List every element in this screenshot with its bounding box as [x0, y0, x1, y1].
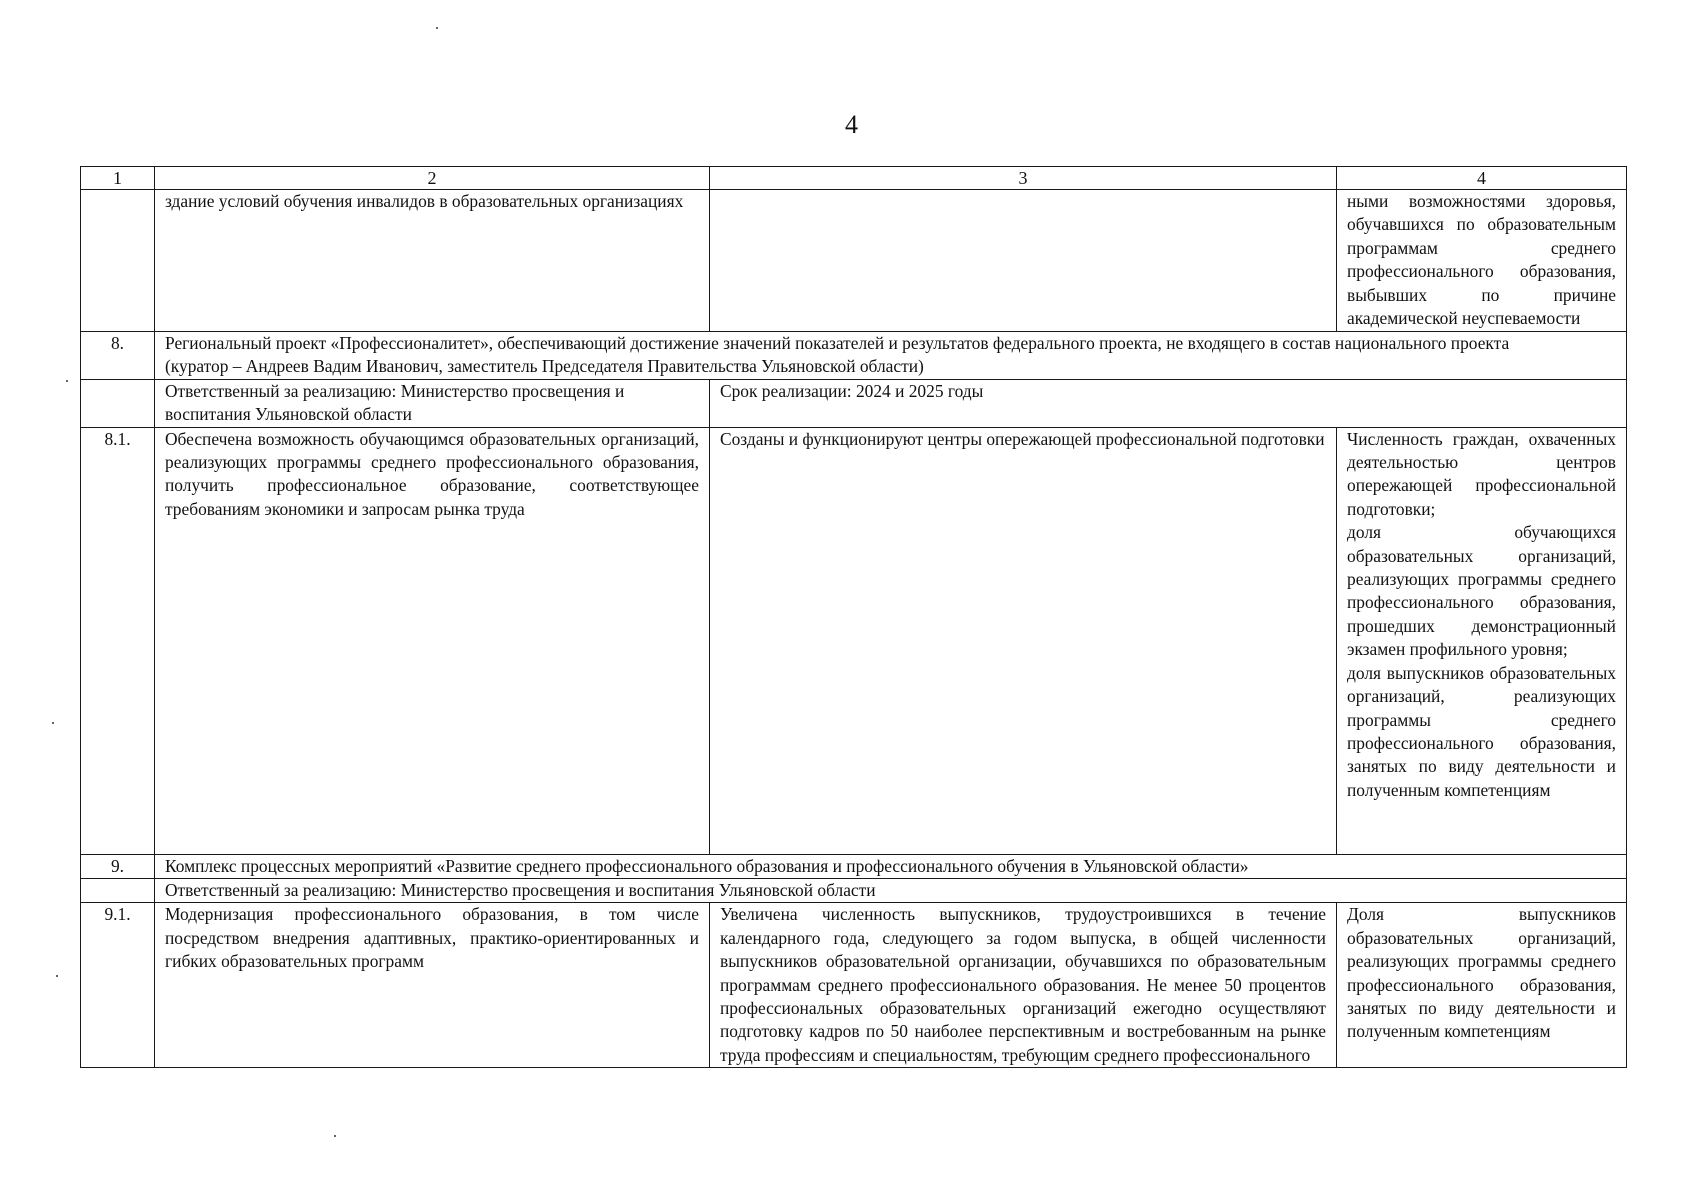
table-row-8-responsible — [81, 379, 1627, 427]
row-number-cell — [81, 190, 155, 332]
indicator-item: Численность граждан, охваченных деятельностью центров опережающей профессиональной подготовки; — [1347, 428, 1616, 519]
scan-speck — [436, 27, 438, 29]
term-cell: Срок реализации: 2024 и 2025 годы — [710, 379, 1627, 427]
scan-speck — [66, 380, 68, 382]
task-cell: Модернизация профессионального образования, в том числе посредством внедрения адаптивных, практико-ориентированных и гибких образовательных программ — [155, 903, 710, 1068]
table-row-8-1 — [81, 427, 1627, 854]
header-col-4: 4 — [1337, 167, 1627, 190]
row-number: 8.1. — [81, 427, 155, 854]
indicator-item: доля выпускников образовательных организаций, реализующих программы среднего профессионального образования, занятых по виду деятельности и полученным компетенциям — [1347, 662, 1616, 800]
row-number-cell — [81, 879, 155, 903]
indicator-item: доля обучающихся образовательных организаций, реализующих программы среднего профессионального образования, прошедших демонстрационный экзамен профильного уровня; — [1347, 522, 1616, 660]
header-col-2: 2 — [155, 167, 710, 190]
responsible-cell: Ответственный за реализацию: Министерство просвещения и воспитания Ульяновской области — [155, 879, 1627, 903]
table-row-continuation — [81, 190, 1627, 332]
complex-title-cell: Комплекс процессных мероприятий «Развитие среднего профессионального образования и профессионального обучения в Ульяновской области» — [155, 854, 1627, 878]
result-cell: Созданы и функционируют центры опережающей профессиональной подготовки — [710, 427, 1337, 854]
result-cell: Увеличена численность выпускников, трудоустроившихся в течение календарного года, следующего за годом выпуска, в общей численности выпускников образовательной организации, обучавшихся по образовательным программам среднего профессионального образования. Не менее 50 процентов профессиональных образовательных организаций ежегодно осуществляют подготовку кадров по 50 наиболее перспективным и востребованным на рынке труда профессиям и специальностям, требующим среднего профессионального — [710, 903, 1337, 1068]
task-cell: здание условий обучения инвалидов в образовательных организациях — [155, 190, 710, 332]
row-number: 9. — [81, 854, 155, 878]
indicator-cell: ными возможностями здоровья, обучавшихся по образовательным программам среднего профессионального образования, выбывших по причине академической неуспеваемости — [1337, 190, 1627, 332]
task-cell: Обеспечена возможность обучающимся образовательных организаций, реализующих программы среднего профессионального образования, получить профессиональное образование, соответствующее требованиям экономики и запросам рынка труда — [155, 427, 710, 854]
row-number: 9.1. — [81, 903, 155, 1068]
project-title-cell — [155, 332, 1627, 380]
indicator-cell — [1337, 427, 1627, 854]
plan-table — [80, 166, 1627, 1068]
result-cell — [710, 190, 1337, 332]
table-row-9-responsible — [81, 879, 1627, 903]
scan-speck — [334, 1135, 336, 1137]
project-title: Региональный проект «Профессионалитет», обеспечивающий достижение значений показателей и результатов федерального проекта, не входящего в состав национального проекта — [165, 333, 1510, 353]
row-number-cell — [81, 379, 155, 427]
table-row-9-1 — [81, 903, 1627, 1068]
responsible-cell: Ответственный за реализацию: Министерство просвещения и воспитания Ульяновской области — [155, 379, 710, 427]
indicator-cell: Доля выпускников образовательных организаций, реализующих программы среднего профессионального образования, занятых по виду деятельности и полученным компетенциям — [1337, 903, 1627, 1068]
scan-speck — [52, 722, 54, 724]
row-number: 8. — [81, 332, 155, 380]
scan-speck — [56, 975, 58, 977]
table-row-9 — [81, 854, 1627, 878]
table-header-row — [81, 167, 1627, 190]
header-col-3: 3 — [710, 167, 1337, 190]
table-row-8 — [81, 332, 1627, 380]
header-col-1: 1 — [81, 167, 155, 190]
page-number: 4 — [845, 110, 858, 139]
project-curator: (куратор – Андреев Вадим Иванович, заместитель Председателя Правительства Ульяновской области) — [165, 356, 924, 377]
